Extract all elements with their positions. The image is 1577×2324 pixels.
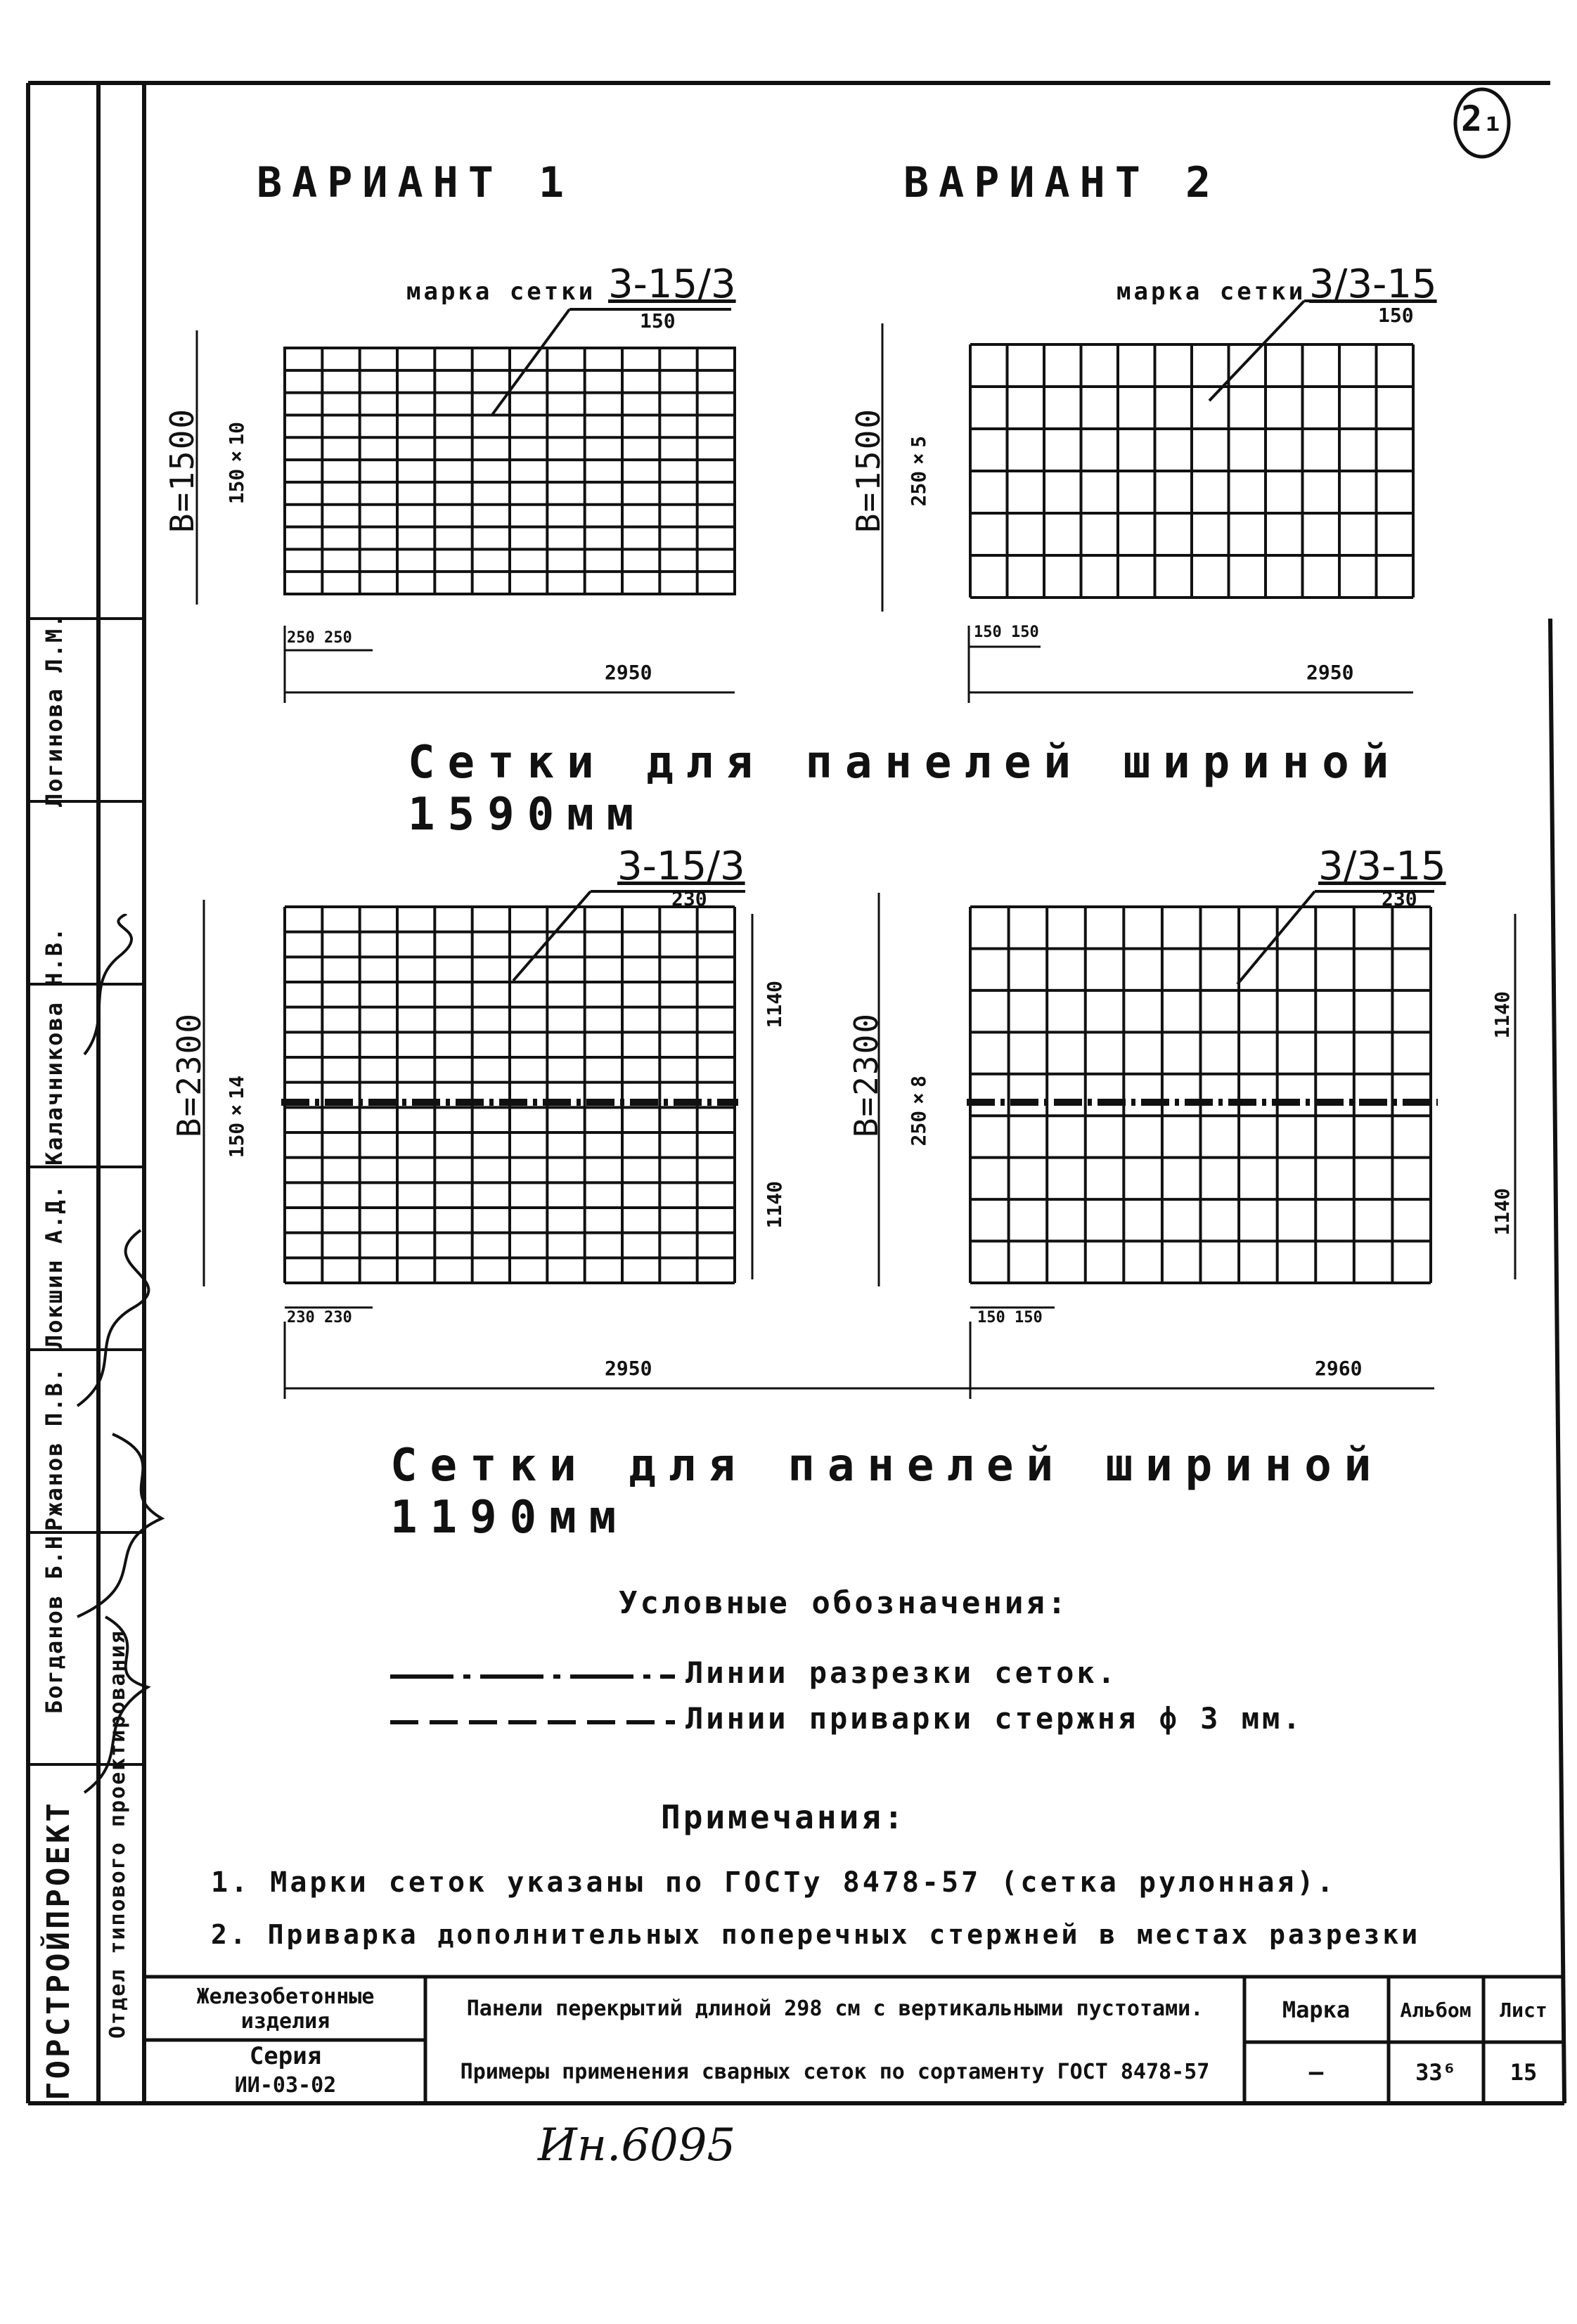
dim-half: 1140: [763, 981, 786, 1028]
dim-pitch: 230: [671, 887, 707, 910]
note-1: 1. Марки сеток указаны по ГОСТу 8478-57 (сетка рулонная).: [211, 1866, 1337, 1899]
tb-product-type: Железобетонные изделия: [196, 1984, 375, 2034]
dim-width: B=1500: [163, 408, 201, 534]
tb-series-value: ИИ-03-02: [234, 2072, 337, 2098]
side-stamp-org: ГОРСТРОЙПРОЕКТ: [41, 1800, 77, 2100]
dim-half: 1140: [763, 1181, 786, 1229]
dim-spacing: 150 150: [974, 624, 1039, 641]
dim-length: 2950: [605, 1357, 652, 1380]
dim-spacing: 250×8: [907, 1076, 930, 1147]
side-stamp-name: Локшин А.Д.: [41, 1184, 67, 1348]
tb-album-value: 33⁶: [1415, 2059, 1456, 2086]
dim-spacing: 250 250: [287, 629, 352, 647]
notes-title: Примечания:: [661, 1798, 906, 1836]
tb-sheet-label: Лист: [1500, 1998, 1547, 2022]
mesh-mark-label: 3/3-15: [1309, 262, 1437, 307]
tb-description-1: Панели перекрытий длиной 298 см с вертикальными пустотами.: [466, 1996, 1204, 2021]
dim-spacing: 250×5: [907, 436, 930, 507]
dim-half: 1140: [1491, 1188, 1514, 1236]
dim-width: B=1500: [849, 408, 887, 534]
mesh-label-prefix: марка сетки: [1116, 278, 1306, 306]
dim-pitch: 150: [640, 309, 676, 333]
tb-album-label: Альбом: [1400, 1998, 1472, 2022]
legend-cut-line: Линии разрезки сеток.: [685, 1655, 1119, 1690]
mesh-label-prefix: марка сетки: [406, 278, 596, 306]
legend-weld-line: Линии приварки стержня ф 3 мм.: [685, 1701, 1304, 1736]
side-stamp-dept: Отдел типового проектирования: [105, 1629, 130, 2039]
group-1-title: Сетки для панелей шириной 1590мм: [408, 737, 1402, 841]
tb-series-label: Серия: [249, 2042, 322, 2070]
dim-length: 2950: [1306, 661, 1354, 684]
tb-mark-value: —: [1308, 2058, 1324, 2086]
inventory-number: Ин.6095: [538, 2119, 736, 2171]
dim-width: B=2300: [170, 1012, 208, 1138]
mesh-mark-label: 3-15/3: [617, 844, 745, 889]
tb-mark-label: Марка: [1282, 1996, 1351, 2023]
dim-pitch: 150: [1378, 304, 1414, 327]
mesh-grid: [285, 348, 735, 594]
side-stamp-name: Логинова Л.М.: [41, 612, 67, 807]
variant-1-heading: ВАРИАНТ 1: [257, 158, 574, 207]
side-stamp-name: Ржанов П.В.: [41, 1367, 67, 1531]
dim-half: 1140: [1491, 991, 1514, 1039]
dim-length: 2960: [1315, 1357, 1363, 1380]
group-2-title: Сетки для панелей шириной 1190мм: [390, 1440, 1384, 1544]
side-stamp-name: Калачникова Н.В.: [41, 926, 67, 1166]
tb-description-2: Примеры применения сварных сеток по сортаменту ГОСТ 8478-57: [460, 2060, 1210, 2084]
dim-pitch: 230: [1382, 887, 1417, 910]
mesh-mark-label: 3-15/3: [608, 262, 736, 307]
mesh-grid: [970, 344, 1413, 598]
dim-spacing: 150 150: [977, 1309, 1043, 1326]
note-2: 2. Приварка дополнительных поперечных стержней в местах разрезки: [211, 1919, 1421, 1950]
legend-title: Условные обозначения:: [619, 1585, 1069, 1621]
dim-length: 2950: [605, 661, 652, 684]
dim-spacing: 230 230: [287, 1309, 352, 1326]
dim-spacing: 150×14: [225, 1076, 248, 1158]
variant-2-heading: ВАРИАНТ 2: [903, 158, 1221, 207]
dim-spacing: 150×10: [225, 422, 248, 505]
side-stamp-name: Богданов Б.Н.: [41, 1519, 67, 1714]
mesh-mark-label: 3/3-15: [1318, 844, 1446, 889]
tb-sheet-value: 15: [1510, 2059, 1538, 2086]
dim-width: B=2300: [847, 1012, 885, 1138]
sheet-number: 2₁: [1461, 98, 1504, 139]
mesh-grid: [285, 907, 735, 1283]
mesh-grid: [970, 907, 1431, 1283]
